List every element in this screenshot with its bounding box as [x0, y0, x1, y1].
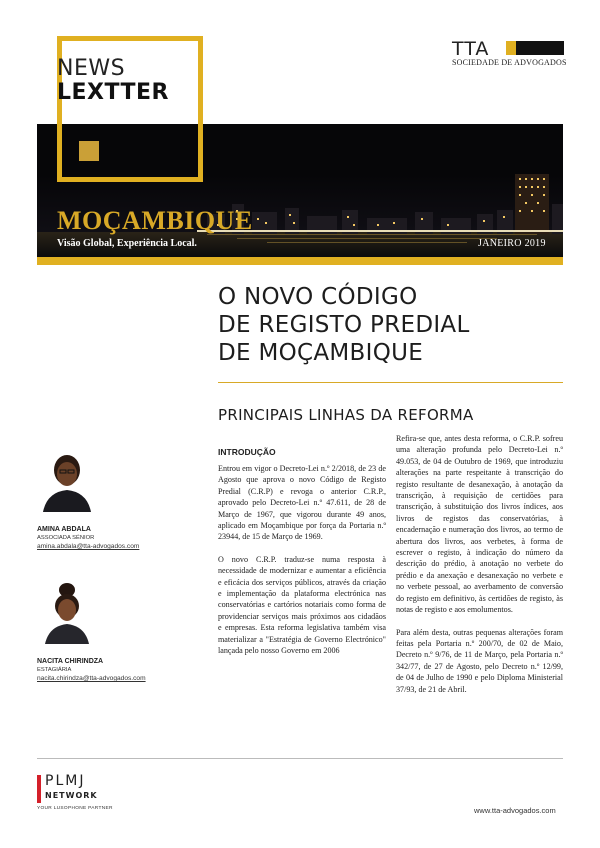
article-title-line-3: DE MOÇAMBIQUE — [218, 340, 424, 366]
network-tagline: YOUR LUSOPHONE PARTNER — [37, 806, 113, 811]
author-email-link[interactable]: nacita.chirindza@tta-advogados.com — [37, 675, 146, 682]
newsletter-lexter-word: LEXTTER — [57, 80, 169, 105]
newsletter-news-word: NEWS — [57, 56, 126, 81]
footer-divider — [37, 758, 563, 759]
author-photo-nacita — [37, 580, 97, 644]
article-title-line-2: DE REGISTO PREDIAL — [218, 312, 470, 338]
article-title — [218, 283, 563, 367]
author-role: ESTAGIÁRIA — [37, 667, 72, 673]
network-logo-text: PLMJ — [45, 773, 86, 789]
author-name: AMINA ABDALA — [37, 526, 91, 533]
body-paragraph: Entrou em vigor o Decreto-Lei n.º 2/2018, de 23 de Agosto que aprova o novo Código de Registo Predial (C.R.P) e revoga o anterior C.R.P., aprovado pelo Decreto-Lei n.º 47.611, de 28 de Março de 1967, que vigorou durante 49 anos, aplicado em Moçambique por força da Portaria n.º 23944, de 15 de Março de 1969. — [218, 464, 386, 542]
author-email-link[interactable]: amina.abdala@tta-advogados.com — [37, 543, 140, 550]
body-column-left — [218, 463, 386, 668]
banner-gold-bar — [37, 257, 563, 265]
website-link[interactable]: www.tta-advogados.com — [474, 806, 556, 815]
firm-logo-text: TTA — [452, 38, 490, 60]
banner-frame-left — [57, 124, 62, 182]
firm-tagline: SOCIEDADE DE ADVOGADOS — [452, 58, 567, 67]
body-column-right — [396, 433, 563, 706]
network-logo-red-bar — [37, 775, 41, 803]
section-heading: INTRODUÇÃO — [218, 447, 276, 457]
author-photo-amina — [37, 448, 97, 512]
body-paragraph: Para além desta, outras pequenas alterações foram feitas pela Portaria n.º 200/70, de 02 de Maio, Decreto n.º 9/76, de 11 de Março, pela Portaria n.º 342/77, de 27 de Agosto, pelo Decreto n.º 12/99, de 04 de Julho de 1990 e pelo Diploma Ministerial 37/93, de 21 de Abril. — [396, 627, 563, 694]
banner-frame-bottom — [57, 177, 203, 182]
article-subtitle: PRINCIPAIS LINHAS DA REFORMA — [218, 406, 474, 424]
firm-logo-black-block — [516, 41, 564, 55]
body-paragraph: O novo C.R.P. traduz-se numa resposta à necessidade de modernizar e aumentar a eficiência e eficácia dos serviços públicos, através da criação e implementação da plataforma electrónica nas conservatórias e cartórios notariais como forma de providenciar serviços mais próximos aos cidadãos e empresas. Esta reforma legislativa também visa materializar a "Estratégia de Governo Electrónico" lançada pelo nosso Governo em 2006 — [218, 554, 386, 656]
author-role: ASSOCIADA SÉNIOR — [37, 535, 95, 541]
firm-logo-gold-block — [506, 41, 516, 55]
article-title-line-1: O NOVO CÓDIGO — [218, 284, 418, 310]
gold-square-ornament — [79, 141, 99, 161]
title-divider — [218, 382, 563, 383]
body-paragraph: Refira-se que, antes desta reforma, o C.R.P. sofreu uma alteração profunda pelo Decreto-Lei n.º 49.053, de 04 de Outubro de 1969, que introduziu alterações na parte respeitante à transcrição do registo resultante de desanexação, à anotação da transcrição, à requisição de certidões para transcrição, à substituição dos livros índices, aos livros de registos das conservatórias, à encadernação e numeração dos livros, ao termo de abertura dos livros, aos verbetes, à forma de escrever o registo, à indicação do número da descrição do prédio, à anotação no verbete do prédio e da anexação e desanexação no verbete e no verbete pessoal, ao averbamento de conversão do registo em definitivo, às certidões de registo, às notas de registo e aos emolumentos. — [396, 434, 563, 615]
banner-frame-right — [198, 124, 203, 182]
issue-date: JANEIRO 2019 — [478, 238, 546, 249]
network-logo-word: NETWORK — [45, 791, 98, 800]
country-title: MOÇAMBIQUE — [57, 206, 253, 235]
slogan: Visão Global, Experiência Local. — [57, 238, 197, 249]
author-name: NACITA CHIRINDZA — [37, 658, 104, 665]
